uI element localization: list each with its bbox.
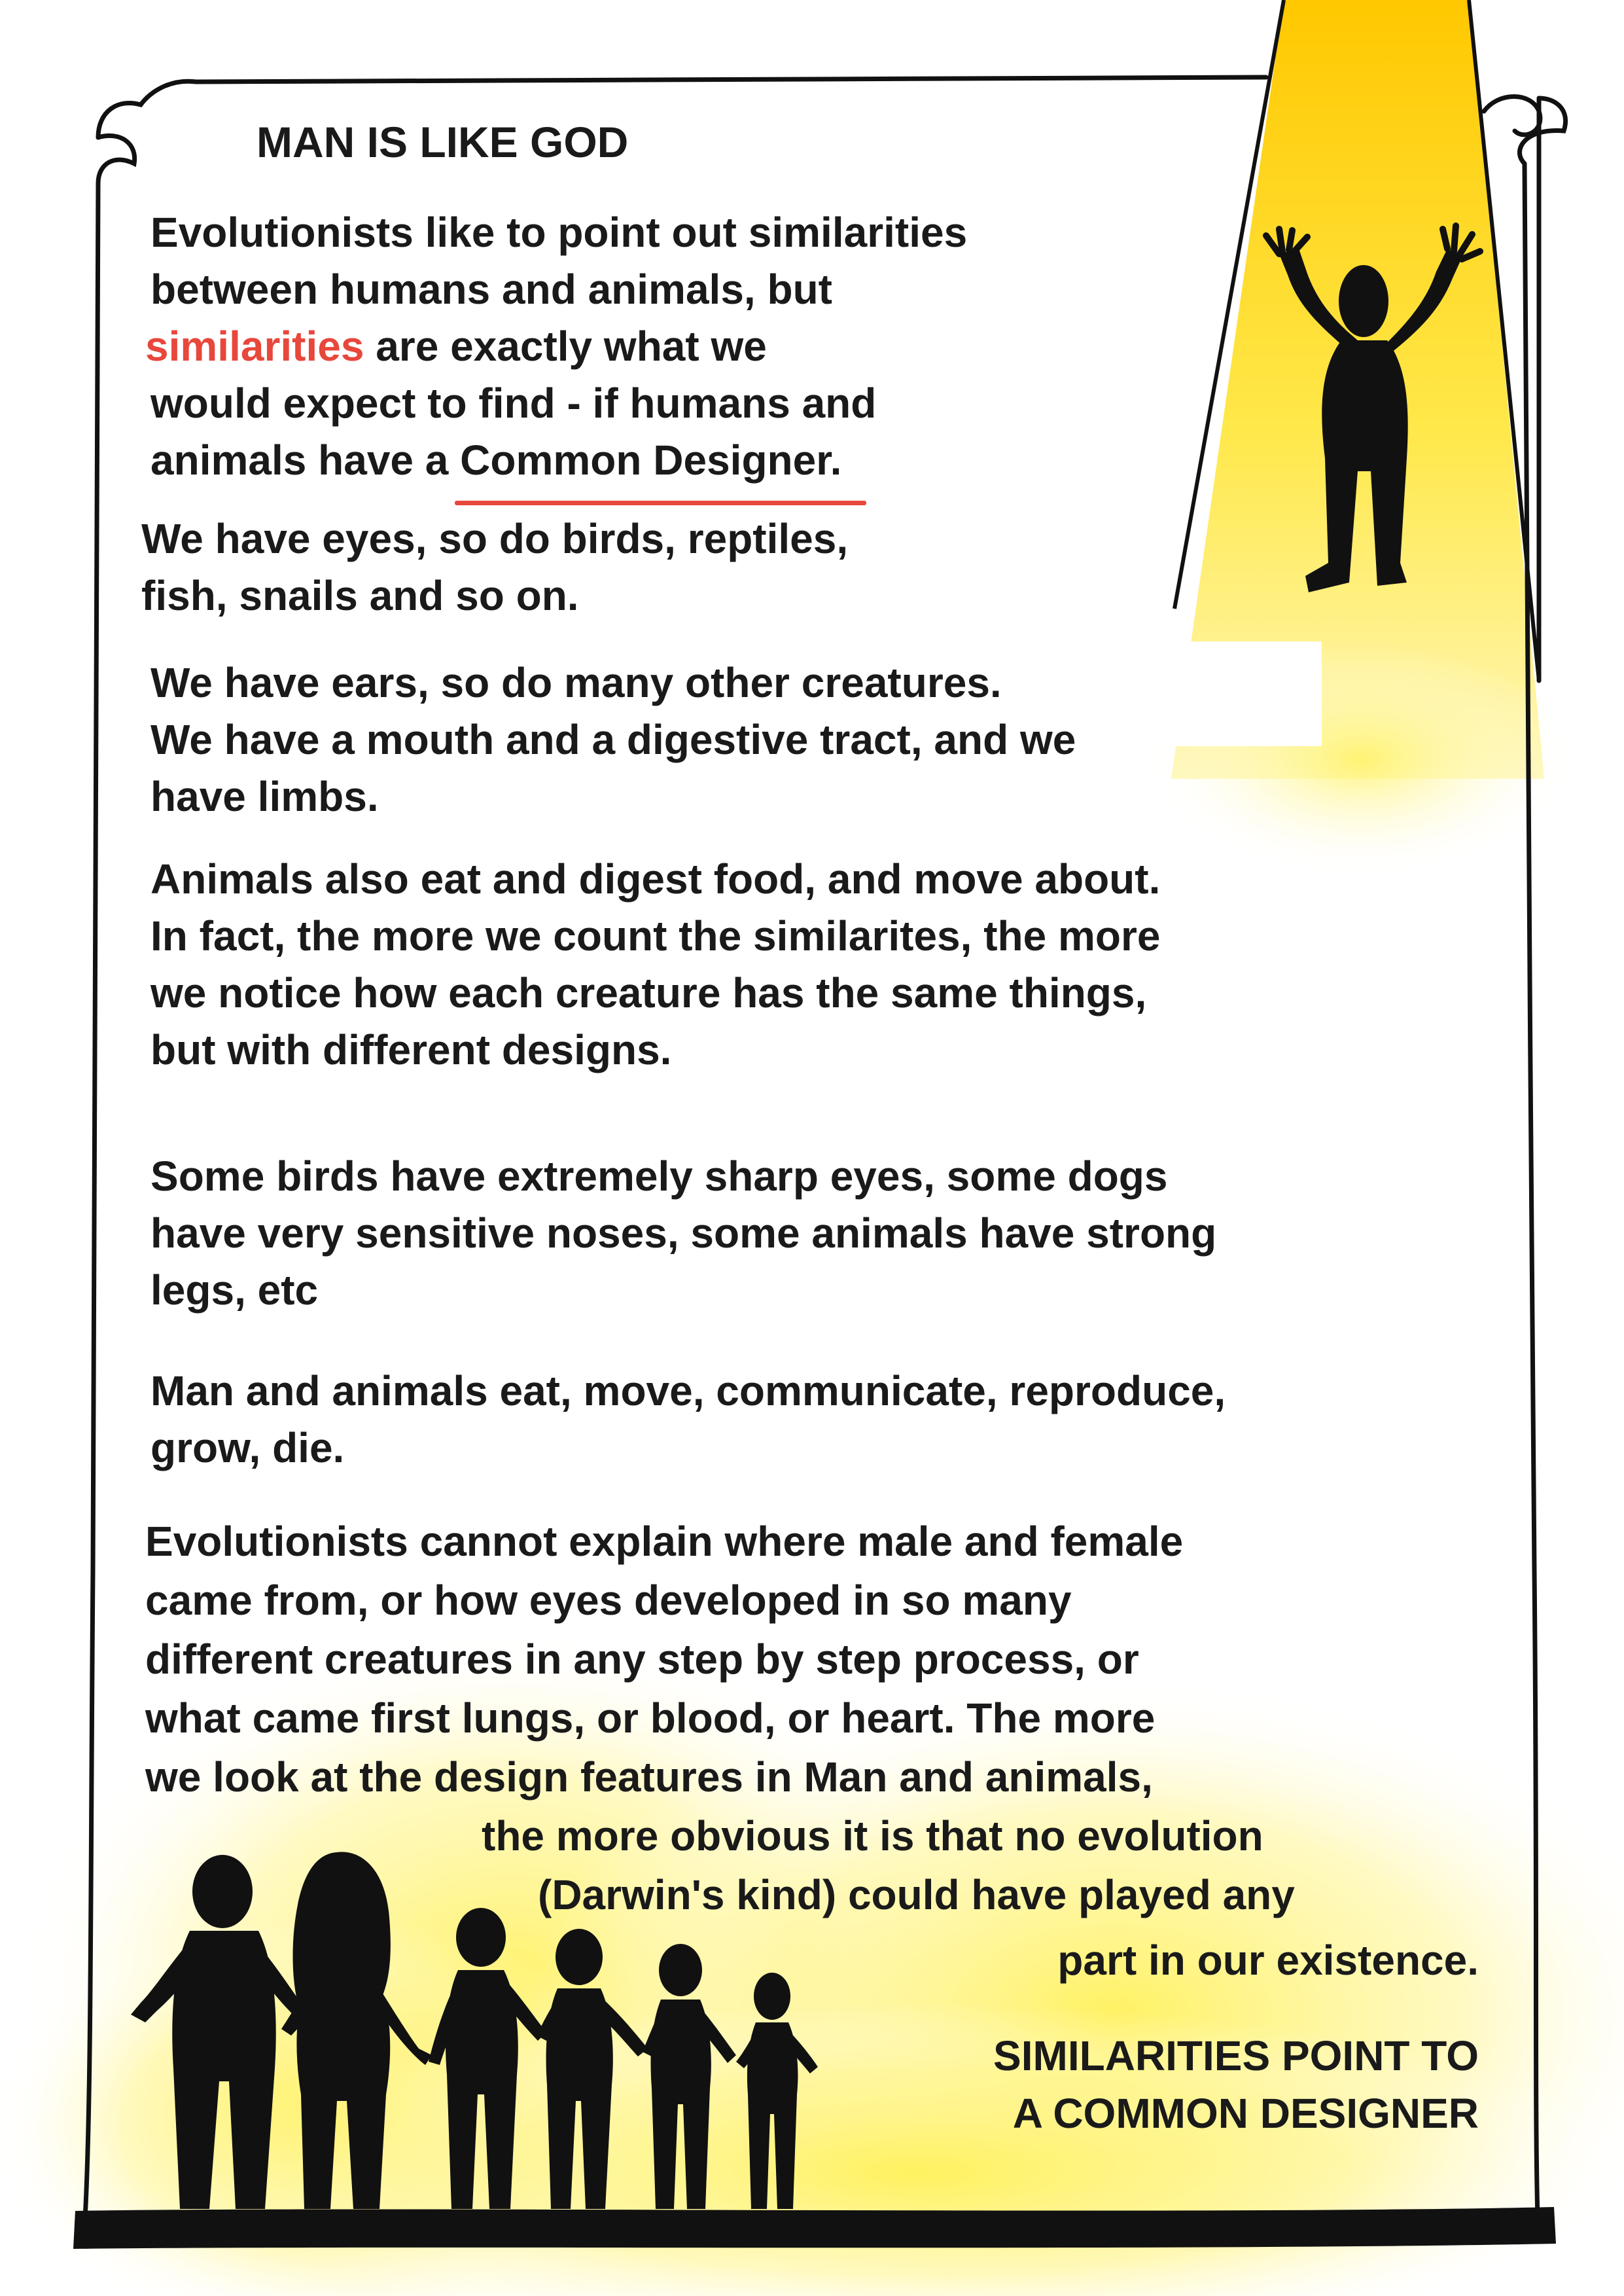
highlight-similarities: similarities <box>145 323 364 370</box>
common-designer-underlined: Common Designer. <box>460 431 841 490</box>
intro-line-3 <box>145 317 767 376</box>
page-title: MAN IS LIKE GOD <box>256 118 629 166</box>
evolutionists-line-2: came from, or how eyes developed in so many <box>145 1577 1072 1624</box>
birds-line-2: have very sensitive noses, some animals have strong <box>150 1210 1217 1257</box>
man-line-1: Man and animals eat, move, communicate, reproduce, <box>150 1367 1226 1414</box>
birds-line-1: Some birds have extremely sharp eyes, some dogs <box>150 1153 1168 1200</box>
animals-line-2: In fact, the more we count the similarites, the more <box>150 912 1161 960</box>
evolutionists-line-6: the more obvious it is that no evolution <box>482 1812 1263 1859</box>
evolutionists-line-8: part in our existence. <box>1057 1937 1479 1984</box>
intro-line-5 <box>150 431 841 490</box>
intro-line-2: between humans and animals, but <box>150 266 832 313</box>
evolutionists-line-1: Evolutionists cannot explain where male and female <box>145 1518 1184 1565</box>
ears-line-2: We have a mouth and a digestive tract, and we <box>150 716 1076 763</box>
evolutionists-line-4: what came first lungs, or blood, or heart. The more <box>145 1695 1156 1742</box>
intro-line-3-rest: are exactly what we <box>376 323 767 370</box>
animals-line-4: but with different designs. <box>150 1026 672 1073</box>
conclusion-line-2: A COMMON DESIGNER <box>1012 2090 1479 2137</box>
animals-line-3: we notice how each creature has the same things, <box>150 969 1147 1016</box>
ground-bar <box>73 2207 1556 2249</box>
animals-line-1: Animals also eat and digest food, and move about. <box>150 855 1161 903</box>
evolutionists-line-7: (Darwin's kind) could have played any <box>538 1871 1295 1918</box>
eyes-line-1: We have eyes, so do birds, reptiles, <box>141 515 849 562</box>
intro-line-4: would expect to find - if humans and <box>150 380 877 427</box>
eyes-line-2: fish, snails and so on. <box>141 572 579 619</box>
ears-line-3: have limbs. <box>150 773 379 820</box>
intro-line-5-lead: animals have a <box>150 437 449 484</box>
ears-line-1: We have ears, so do many other creatures. <box>150 659 1002 706</box>
conclusion-line-1: SIMILARITIES POINT TO <box>993 2032 1479 2079</box>
man-line-2: grow, die. <box>150 1424 345 1471</box>
evolutionists-line-3: different creatures in any step by step process, or <box>145 1636 1139 1683</box>
intro-line-1: Evolutionists like to point out similarities <box>150 209 968 256</box>
birds-line-3: legs, etc <box>150 1266 319 1314</box>
evolutionists-line-5: we look at the design features in Man and animals, <box>145 1753 1153 1801</box>
